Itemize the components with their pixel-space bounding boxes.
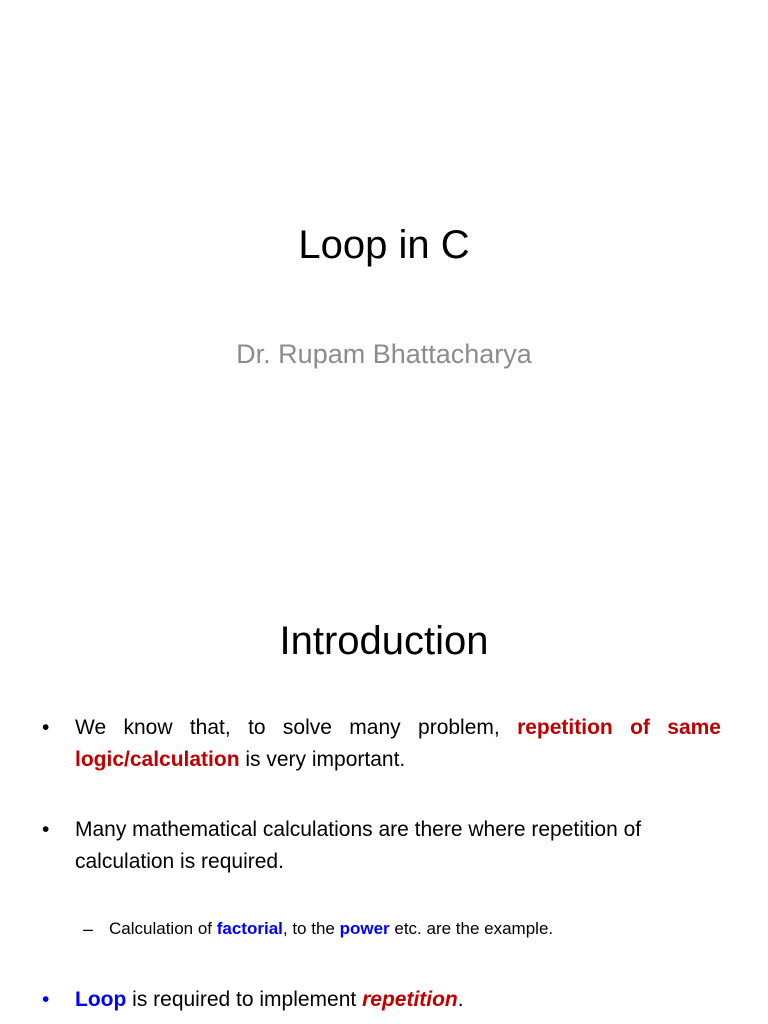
slide-title: Loop in C [298, 223, 470, 267]
bullet-text-part: Calculation of [109, 919, 217, 938]
bullet-text-part: is required to implement [126, 988, 363, 1011]
bullet-text [75, 984, 721, 1016]
bullet-highlight: repetition of same logic/calculation [75, 716, 721, 771]
bullet-dot-icon: • [42, 716, 50, 739]
bullet-text-part: is very important. [239, 748, 406, 771]
introduction-slide [0, 576, 768, 1024]
bullet-text-part: We know that, to solve many problem, [75, 716, 518, 739]
bullet-highlight-power: power [339, 919, 390, 938]
bullet-dot-icon: • [42, 818, 50, 841]
bullet-dash-icon: – [83, 919, 94, 939]
slide-subtitle: Dr. Rupam Bhattacharya [236, 339, 532, 369]
bullet-highlight-loop: Loop [75, 988, 127, 1011]
bullet-highlight-factorial: factorial [216, 919, 283, 938]
bullet-text [75, 712, 721, 776]
bullet-text-part: , to the [282, 919, 340, 938]
introduction-title: Introduction [279, 619, 489, 663]
bullet-text: Many mathematical calculations are there where repetition of calculation is required. [75, 818, 642, 873]
bullet-text [109, 916, 729, 942]
bullet-highlight-repetition: repetition [362, 988, 458, 1011]
bullet-dot-icon: • [42, 988, 50, 1011]
bullet-text-part: . [457, 988, 464, 1011]
bullet-text-part: etc. are the example. [389, 919, 554, 938]
